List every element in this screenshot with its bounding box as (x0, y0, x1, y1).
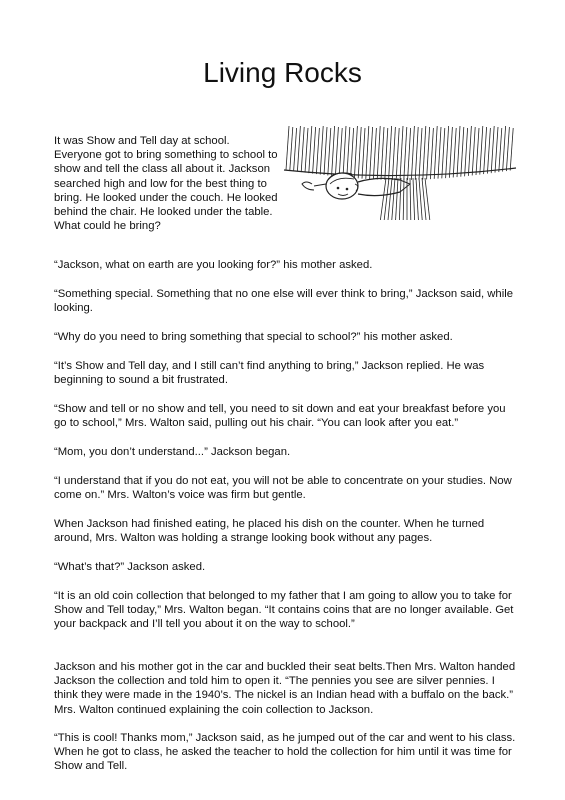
boy-looking-under-couch-illustration (282, 124, 518, 224)
story-paragraph: “It’s Show and Tell day, and I still can’t find anything to bring,” Jackson replied. He was beginning to sound a bit frustrated. (54, 360, 485, 387)
story-paragraph: “What’s that?” Jackson asked. (54, 561, 206, 573)
story-paragraph: “Jackson, what on earth are you looking for?” his mother asked. (54, 259, 373, 271)
story-paragraph: “This is cool! Thanks mom,” Jackson said, as he jumped out of the car and went to his class. When he got to class, he asked the teacher to hold the collection for him until it was time for Show and Tell. (54, 732, 516, 773)
story-paragraph: “Mom, you don’t understand...” Jackson began. (54, 446, 291, 458)
story-paragraph: Jackson and his mother got in the car and buckled their seat belts.Then Mrs. Walton handed Jackson the collection and told him to open it. “The pennies you see are silver pennies. I think they were made in the 1940’s. The nickel is an Indian head with a buffalo on the back.” Mrs. Walton continued explaining the coin collection to Jackson. (54, 661, 516, 716)
story-paragraph: “Something special. Something that no one else will ever think to bring,” Jackson said, while looking. (54, 288, 514, 315)
intro-paragraph: It was Show and Tell day at school. Everyone got to bring something to school to show and tell the class all about it. Jackson searched high and low for the best thing to bring. He looked under the couch. He looked behind the chair. He looked under the table. What could he bring? (54, 135, 278, 233)
story-paragraph: When Jackson had finished eating, he placed his dish on the counter. When he turned around, Mrs. Walton was holding a strange looking book without any pages. (54, 518, 485, 545)
story-paragraph: “I understand that if you do not eat, you will not be able to concentrate on your studies. Now come on.” Mrs. Walton’s voice was firm but gentle. (54, 475, 512, 502)
story-paragraph: “Why do you need to bring something that special to school?” his mother asked. (54, 331, 453, 343)
story-paragraph: “Show and tell or no show and tell, you need to sit down and eat your breakfast before you go to school,” Mrs. Walton said, pulling out his chair. “You can look after you eat.” (54, 403, 506, 430)
page-title: Living Rocks (203, 57, 362, 88)
story-paragraph: “It is an old coin collection that belonged to my father that I am going to allow you to take for Show and Tell today,” Mrs. Walton began. “It contains coins that are no longer available. Get your backpack and I’ll tell you about it on the way to school.” (54, 590, 514, 631)
